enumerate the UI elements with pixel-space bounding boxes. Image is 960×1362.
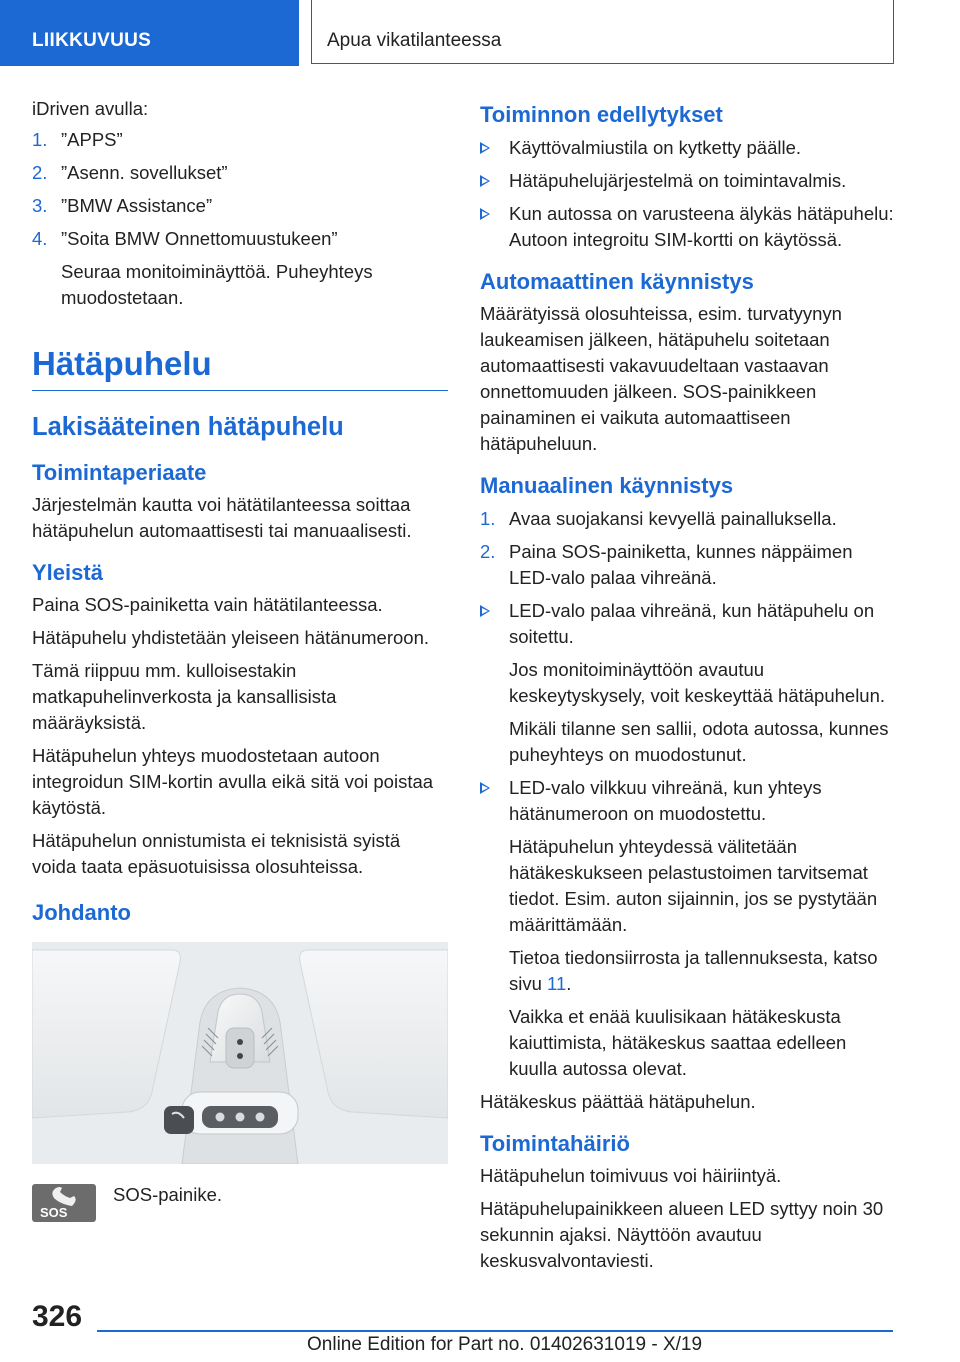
sos-caption-row: [32, 1182, 448, 1226]
bullet-text: Kun autossa on varusteena älykäs hätäpuhelu: Autoon integroitu SIM-kortti on käytössä.: [509, 203, 894, 250]
general-paragraph: Hätäpuhelun onnistumista ei teknisistä syistä voida taata epäsuotuisissa olosuhteissa.: [32, 830, 401, 877]
general-paragraph: Hätäpuhelu yhdistetään yleiseen hätänumeroon.: [32, 627, 430, 648]
list-item: [32, 193, 448, 219]
auto-start-heading: Automaattinen käynnistys: [480, 269, 754, 294]
prereq-heading: Toiminnon edellytykset: [480, 102, 723, 127]
step-number: 1.: [480, 508, 496, 529]
manual-start-heading: Manuaalinen käynnistys: [480, 473, 734, 498]
step-number: 1.: [32, 129, 48, 150]
list-item: [480, 598, 898, 768]
general-heading: Yleistä: [32, 560, 103, 585]
sos-caption: SOS-painike.: [113, 1184, 222, 1205]
general-paragraph: Hätäpuhelun yhteys muodostetaan autoon integroidun SIM-kortin avulla eikä sitä voi poistaa käytöstä.: [32, 745, 434, 818]
list-item: [480, 506, 898, 532]
chapter-tab-label: Apua vikatilanteessa: [327, 30, 502, 51]
step-text: ”APPS”: [61, 129, 123, 150]
list-item: [480, 539, 898, 591]
reference-text: Tietoa tiedonsiirrosta ja tallennuksesta, katso sivu: [509, 947, 878, 994]
step-text: Paina SOS-painiketta, kunnes näppäimen LED-valo palaa vihreänä.: [509, 541, 853, 588]
bullet-subtext: Mikäli tilanne sen sallii, odota autossa, kunnes puheyhteys on muodostunut.: [509, 718, 889, 765]
principle-heading: Toimintaperiaate: [32, 460, 207, 485]
bullet-text: Käyttövalmiustila on kytketty päälle.: [509, 137, 802, 158]
left-column: [32, 96, 448, 1226]
fault-paragraph: Hätäpuhelun toimivuus voi häiriintyä.: [480, 1165, 782, 1186]
right-column: [480, 100, 898, 1274]
phone-icon: [32, 1184, 96, 1222]
intro-text: iDriven avulla:: [32, 98, 149, 119]
reference-end: .: [566, 973, 572, 994]
principle-text: Järjestelmän kautta voi hätätilanteessa soittaa hätäpuhelun automaattisesti tai manuaalisesti.: [32, 494, 412, 541]
list-item: [32, 160, 448, 186]
overhead-console-photo: [32, 942, 448, 1164]
bullet-subtext: Vaikka et enää kuulisikaan hätäkeskusta kaiuttimista, hätäkeskus saattaa edelleen kuulla autossa olevat.: [509, 1006, 847, 1079]
step-text: ”Soita BMW Onnettomuustukeen”: [61, 228, 338, 249]
step-number: 2.: [480, 541, 496, 562]
end-call-text: Hätäkeskus päättää hätäpuhelun.: [480, 1091, 756, 1112]
section-heading: Hätäpuhelu: [32, 345, 448, 391]
step-number: 2.: [32, 162, 48, 183]
page-number: 326: [32, 1300, 83, 1333]
bullet-arrow-icon: [480, 208, 490, 220]
idrive-steps-list: [32, 127, 448, 311]
bullet-arrow-icon: [480, 142, 490, 154]
bullet-arrow-icon: [480, 605, 490, 617]
fault-paragraph: Hätäpuhelupainikkeen alueen LED syttyy noin 30 sekunnin ajaksi. Näyttöön avautuu keskusvalvontaviesti.: [480, 1198, 884, 1271]
chapter-tab: [311, 0, 894, 64]
page-reference: [509, 945, 898, 997]
general-paragraph: Tämä riippuu mm. kulloisestakin matkapuhelinverkosta ja kansallisista määräyksistä.: [32, 660, 337, 733]
section-tab-label: LIIKKUVUUS: [32, 30, 152, 51]
bullet-arrow-icon: [480, 175, 490, 187]
list-item: [480, 775, 898, 1082]
edition-text: Online Edition for Part no. 01402631019 - X/19: [307, 1334, 703, 1355]
step-text: Avaa suojakansi kevyellä painalluksella.: [509, 508, 837, 529]
bullet-subtext: Jos monitoiminäyttöön avautuu keskeytyskysely, voit keskeyttää hätäpuhelun.: [509, 659, 886, 706]
auto-start-text: Määrätyissä olosuhteissa, esim. turvatyynyn laukeamisen jälkeen, hätäpuhelu soitetaan automaattisesti vakavuudeltaan vastaavan onnettomuuden jälkeen. SOS-painikkeen painaminen ei vaikuta automaattiseen hätäpuheluun.: [480, 303, 842, 454]
bullet-text: LED-valo palaa vihreänä, kun hätäpuhelu on soitettu.: [509, 600, 875, 647]
sos-icon-text: SOS: [40, 1205, 68, 1220]
intro-heading: Johdanto: [32, 900, 131, 925]
list-item: [32, 127, 448, 153]
overhead-console-illustration: [32, 942, 448, 1164]
page-link[interactable]: 11: [547, 973, 567, 994]
step-subtext: Seuraa monitoiminäyttöä. Puheyhteys muodostetaan.: [61, 261, 373, 308]
subsection-heading: Lakisääteinen hätäpuhelu: [32, 413, 344, 441]
prereq-list: [480, 135, 898, 253]
section-tab: [0, 0, 299, 66]
step-number: 3.: [32, 195, 48, 216]
list-item: [480, 168, 898, 194]
bullet-text: LED-valo vilkkuu vihreänä, kun yhteys hätänumeroon on muodostettu.: [509, 777, 822, 824]
list-item: [480, 201, 898, 253]
page-header: [0, 0, 960, 66]
footer-divider: [97, 1330, 893, 1332]
general-paragraph: Paina SOS-painiketta vain hätätilanteessa.: [32, 594, 383, 615]
fault-heading: Toimintahäiriö: [480, 1131, 630, 1156]
list-item: [32, 226, 448, 311]
step-number: 4.: [32, 228, 48, 249]
bullet-text: Hätäpuhelujärjestelmä on toimintavalmis.: [509, 170, 847, 191]
step-text: ”Asenn. sovellukset”: [61, 162, 228, 183]
manual-steps-list: [480, 506, 898, 1082]
step-text: ”BMW Assistance”: [61, 195, 213, 216]
sos-button-icon: [32, 1184, 96, 1222]
bullet-arrow-icon: [480, 782, 490, 794]
list-item: [480, 135, 898, 161]
bullet-subtext: Hätäpuhelun yhteydessä välitetään hätäkeskukseen pelastustoimen tarvitsemat tiedot. Esim. auton sijainnin, jos se pystytään määrittämään.: [509, 836, 878, 935]
